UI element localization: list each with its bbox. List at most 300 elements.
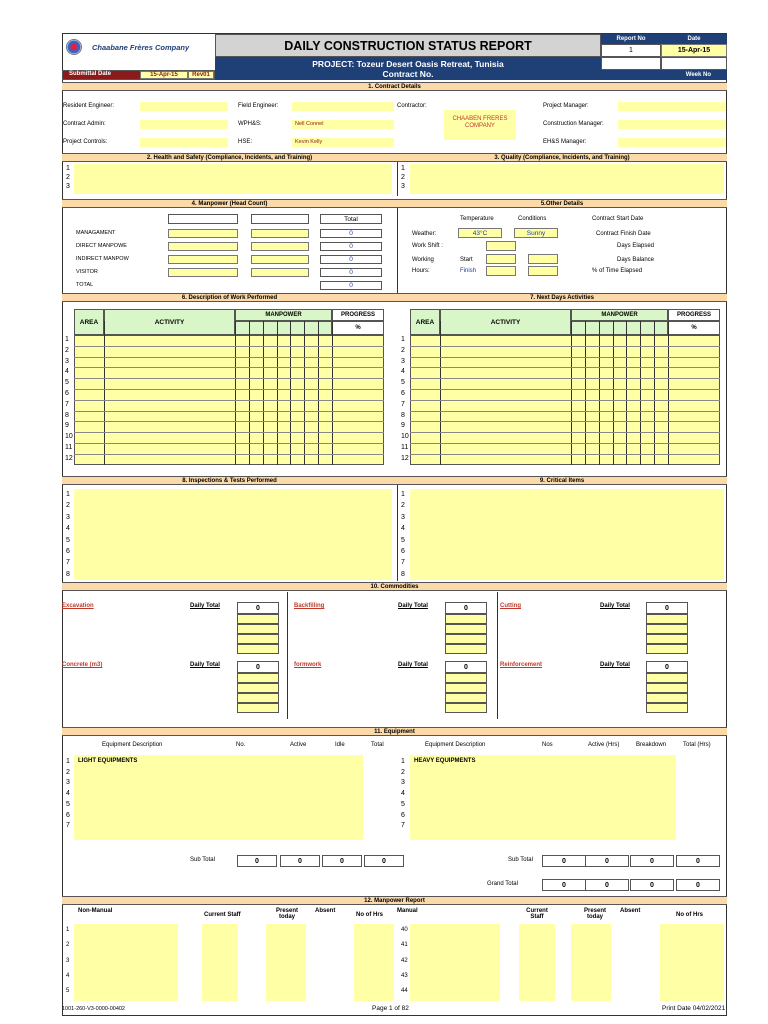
project-controls-field[interactable] xyxy=(140,138,228,147)
report-no-header xyxy=(601,34,661,44)
grid-row-line xyxy=(74,454,384,455)
grid-row-line xyxy=(74,443,384,444)
row-number: 6 xyxy=(401,811,405,819)
light-equipment-field[interactable] xyxy=(74,755,363,840)
health-safety-field[interactable] xyxy=(74,164,392,194)
progress-header: PROGRESS xyxy=(332,309,384,321)
manpower-total-head xyxy=(320,214,382,224)
row-number: 12 xyxy=(401,455,409,462)
grid-row-line xyxy=(74,346,384,347)
section-7-title: 7. Next Days Activities xyxy=(530,295,594,301)
sub-total-cell xyxy=(364,855,404,867)
manpower-report-column[interactable] xyxy=(202,924,238,1001)
manpower-row-label: MANAGAMENT xyxy=(76,230,116,236)
construction-manager-label: Construction Manager: xyxy=(543,121,604,127)
commodity-entry[interactable] xyxy=(237,683,279,693)
daily-total-text: 0 xyxy=(464,664,468,671)
wphs-label: WPH&S: xyxy=(238,121,262,127)
sub-total-label-left: Sub Total xyxy=(190,857,215,863)
conditions-value[interactable] xyxy=(514,228,558,238)
daily-total-value xyxy=(646,661,688,673)
manpower-report-column[interactable] xyxy=(74,924,178,1001)
daily-total-label: Daily Total xyxy=(190,662,220,668)
temperature-value[interactable] xyxy=(458,228,502,238)
current-staff-label-right: Current Staff xyxy=(526,908,548,920)
commodity-entry[interactable] xyxy=(237,644,279,654)
report-no-label: Report No xyxy=(616,36,646,42)
row-number: 1 xyxy=(65,336,69,343)
grid-row-line xyxy=(74,367,384,368)
manpower-row-label: DIRECT MANPOWE xyxy=(76,243,127,249)
manpower-head-1 xyxy=(168,214,238,224)
manpower-total-cell xyxy=(320,242,382,251)
row-number: 4 xyxy=(66,790,70,798)
manpower-total-value: 0 xyxy=(349,282,353,289)
present-today-label-left: Present today xyxy=(275,908,298,920)
commodity-entry[interactable] xyxy=(237,614,279,624)
daily-total-label: Daily Total xyxy=(600,603,630,609)
week-no-bar xyxy=(601,70,727,80)
daily-total-label: Daily Total xyxy=(398,603,428,609)
row-number: 7 xyxy=(401,559,405,567)
manpower-row-label: INDIRECT MANPOW xyxy=(76,256,129,262)
rev-text: Rev01 xyxy=(192,72,210,78)
manpower-input[interactable] xyxy=(168,229,238,238)
manual-number: 41 xyxy=(401,942,408,948)
finish-label: Finish xyxy=(460,268,477,274)
non-manual-number: 5 xyxy=(66,988,70,994)
manpower-head-2 xyxy=(251,214,309,224)
heavy-equipment-field[interactable] xyxy=(410,755,676,840)
contractor-label: Contractor: xyxy=(397,103,427,109)
commodity-label: Backfilling xyxy=(294,603,325,609)
row-number: 1 xyxy=(66,165,70,172)
contract-finish-label: Contract Finish Date xyxy=(596,231,651,237)
manual-label: Manual xyxy=(397,908,418,914)
commodity-label: Cutting xyxy=(500,603,521,609)
row-number: 5 xyxy=(66,800,70,808)
row-number: 5 xyxy=(65,379,69,386)
sub-total-value: 0 xyxy=(255,858,259,865)
no-of-hrs-label-left: No of Hrs xyxy=(356,912,383,918)
section-10-title: 10. Commodities xyxy=(370,584,419,590)
commodity-divider xyxy=(497,592,498,719)
grid-row-line xyxy=(410,421,720,422)
non-manual-number: 2 xyxy=(66,942,70,948)
commodity-entry[interactable] xyxy=(445,683,487,693)
row-number: 1 xyxy=(401,758,405,765)
equip-nos-label: Nos xyxy=(542,742,553,748)
equip-active-label: Active xyxy=(290,742,307,748)
quality-field[interactable] xyxy=(410,164,724,194)
sub-total-value: 0 xyxy=(340,858,344,865)
commodity-entry[interactable] xyxy=(646,673,688,683)
date-label: Date xyxy=(687,36,701,42)
equip-total-label: Total xyxy=(371,742,384,748)
daily-total-text: 0 xyxy=(256,664,260,671)
temperature-label: Temperature xyxy=(460,216,494,222)
manpower-total-cell xyxy=(320,281,382,290)
inspections-field[interactable] xyxy=(74,489,392,580)
grid-row-line xyxy=(410,454,720,455)
manpower-input[interactable] xyxy=(251,255,309,264)
grand-total-value: 0 xyxy=(650,882,654,889)
row-number: 7 xyxy=(66,559,70,567)
row-number: 5 xyxy=(66,536,70,544)
manpower-input[interactable] xyxy=(251,268,309,277)
grid-row-line xyxy=(410,432,720,433)
sub-total-value: 0 xyxy=(696,858,700,865)
manpower-total-cell xyxy=(320,255,382,264)
manpower-header: MANPOWER xyxy=(235,309,332,321)
work-shift-label: Work Shift : xyxy=(412,243,443,249)
manpower-input[interactable] xyxy=(168,255,238,264)
manpower-report-column[interactable] xyxy=(660,924,724,1001)
sub-total-cell xyxy=(585,855,629,867)
commodity-entry[interactable] xyxy=(646,693,688,703)
row-number: 2 xyxy=(401,768,405,776)
contractor-name-text: CHAABEN FRERES COMPANY xyxy=(452,116,508,129)
row-number: 3 xyxy=(401,513,405,521)
row-number: 3 xyxy=(65,358,69,365)
weather-label: Weather: xyxy=(412,231,437,237)
manpower-header: MANPOWER xyxy=(571,309,668,321)
critical-items-field[interactable] xyxy=(410,489,724,580)
start-time-field-2[interactable] xyxy=(528,254,558,264)
commodity-entry[interactable] xyxy=(646,614,688,624)
progress-pct-header: % xyxy=(332,321,384,335)
report-no-text: 1 xyxy=(629,47,633,54)
row-number: 3 xyxy=(66,183,70,190)
sub-total-cell xyxy=(542,855,586,867)
grid-row-line xyxy=(410,367,720,368)
commodity-entry[interactable] xyxy=(445,673,487,683)
grand-total-value: 0 xyxy=(562,882,566,889)
manpower-input[interactable] xyxy=(251,229,309,238)
row-number: 10 xyxy=(65,433,73,440)
grid-row-line xyxy=(410,443,720,444)
grid-row-line xyxy=(74,421,384,422)
row-number: 1 xyxy=(401,491,405,498)
row-number: 6 xyxy=(401,390,405,397)
section-3-title: 3. Quality (Compliance, Incidents, and Training) xyxy=(494,155,630,161)
section-8-title: 8. Inspections & Tests Performed xyxy=(182,478,277,484)
grand-total-cell xyxy=(630,879,674,891)
manpower-total-label: Total xyxy=(344,216,358,223)
grid-row-line xyxy=(410,357,720,358)
section-4-title: 4. Manpower (Head Count) xyxy=(191,201,268,207)
contractor-name-box[interactable] xyxy=(444,110,516,140)
construction-manager-field[interactable] xyxy=(618,120,726,129)
row-number: 1 xyxy=(66,758,70,765)
grid-row-line xyxy=(410,411,720,412)
resident-engineer-field[interactable] xyxy=(140,102,228,111)
submittal-date-text: 15-Apr-15 xyxy=(150,72,178,78)
project-manager-field[interactable] xyxy=(618,102,726,111)
grid-row-line xyxy=(74,400,384,401)
present-today-label-right: Present today xyxy=(583,908,606,920)
report-blank-1 xyxy=(601,57,661,70)
manpower-row-label: VISITOR xyxy=(76,269,98,275)
sub-total-value: 0 xyxy=(298,858,302,865)
hours-label: Hours: xyxy=(412,268,430,274)
hse-value: Kevin Kelly xyxy=(295,139,323,145)
commodity-entry[interactable] xyxy=(445,634,487,644)
project-banner xyxy=(215,57,601,80)
daily-total-text: 0 xyxy=(464,605,468,612)
row-number: 7 xyxy=(66,822,70,830)
commodity-entry[interactable] xyxy=(646,703,688,713)
row-number: 8 xyxy=(401,412,405,419)
field-engineer-field[interactable] xyxy=(292,102,394,111)
project-controls-label: Project Controls: xyxy=(63,139,108,145)
section-6-title: 6. Description of Work Performed xyxy=(181,295,278,301)
row-number: 2 xyxy=(66,174,70,181)
sub-total-cell xyxy=(630,855,674,867)
temperature-value-text: 43°C xyxy=(472,230,488,237)
section-9-title: 9. Critical Items xyxy=(539,478,585,484)
equip-desc-label-left: Equipment Description xyxy=(102,742,163,748)
row-number: 1 xyxy=(401,165,405,172)
row-number: 8 xyxy=(401,570,405,578)
manpower-total-value: 0 xyxy=(349,243,353,250)
row-number: 3 xyxy=(401,779,405,787)
resident-engineer-label: Resident Engineer: xyxy=(63,103,115,109)
manpower-total-value: 0 xyxy=(349,256,353,263)
manual-number: 43 xyxy=(401,973,408,979)
divider-8-9 xyxy=(397,485,398,581)
no-of-hrs-label-right: No of Hrs xyxy=(676,912,703,918)
commodity-divider xyxy=(287,592,288,719)
report-title-text: DAILY CONSTRUCTION STATUS REPORT xyxy=(284,39,532,53)
row-number: 3 xyxy=(401,183,405,190)
grid-row-line xyxy=(410,378,720,379)
sub-total-cell xyxy=(322,855,362,867)
section-2-title: 2. Health and Safety (Compliance, Incidents, and Training) xyxy=(146,155,313,161)
row-number: 11 xyxy=(401,444,409,451)
commodity-entry[interactable] xyxy=(445,703,487,713)
sub-total-cell xyxy=(237,855,277,867)
ehs-manager-field[interactable] xyxy=(618,138,726,147)
start-label: Start xyxy=(460,257,473,263)
grand-total-cell xyxy=(542,879,586,891)
conditions-label: Conditions xyxy=(518,216,547,222)
grid-row-line xyxy=(74,411,384,412)
absent-label-right: Absent xyxy=(620,908,641,914)
row-number: 6 xyxy=(66,811,70,819)
commodity-entry[interactable] xyxy=(445,644,487,654)
row-number: 4 xyxy=(66,525,70,533)
commodity-label: formwork xyxy=(294,662,322,668)
row-number: 9 xyxy=(401,422,405,429)
commodity-label: Reinforcement xyxy=(500,662,543,668)
company-logo xyxy=(66,39,82,55)
footer-print-date: Print Date 04/02/2021 xyxy=(662,1005,726,1012)
light-equipment-label: LIGHT EQUIPMENTS xyxy=(78,758,138,764)
week-no-label: Week No xyxy=(685,72,711,78)
non-manual-number: 1 xyxy=(66,927,70,933)
row-number: 1 xyxy=(401,336,405,343)
date-header xyxy=(661,34,727,44)
manpower-input[interactable] xyxy=(168,268,238,277)
manpower-report-column[interactable] xyxy=(266,924,306,1001)
equip-breakdown-label: Breakdown xyxy=(636,742,667,748)
row-number: 7 xyxy=(401,822,405,830)
sub-total-value: 0 xyxy=(650,858,654,865)
finish-time-field[interactable] xyxy=(486,266,516,276)
finish-time-field-2[interactable] xyxy=(528,266,558,276)
contract-admin-field[interactable] xyxy=(140,120,228,129)
commodity-entry[interactable] xyxy=(445,693,487,703)
row-number: 4 xyxy=(401,790,405,798)
row-number: 2 xyxy=(66,768,70,776)
row-number: 6 xyxy=(401,548,405,555)
section-10-header xyxy=(62,582,727,591)
area-header: AREA xyxy=(74,309,104,335)
row-number: 7 xyxy=(401,401,405,408)
row-number: 3 xyxy=(66,513,70,521)
daily-total-value xyxy=(445,602,487,614)
row-number: 2 xyxy=(401,347,405,354)
manpower-row-label: TOTAL xyxy=(76,282,94,288)
row-number: 5 xyxy=(401,536,405,544)
commodity-entry[interactable] xyxy=(237,703,279,713)
manpower-total-value: 0 xyxy=(349,230,353,237)
sub-total-label-right: Sub Total xyxy=(508,857,533,863)
report-no-value xyxy=(601,44,661,57)
days-balance-label: Days Balance xyxy=(617,257,655,263)
row-number: 8 xyxy=(66,570,70,578)
commodity-entry[interactable] xyxy=(646,683,688,693)
row-number: 4 xyxy=(401,525,405,533)
grid-row-line xyxy=(74,357,384,358)
manpower-report-column[interactable] xyxy=(519,924,555,1001)
project-manager-label: Project Manager: xyxy=(543,103,589,109)
equip-active-hrs-label: Active (Hrs) xyxy=(588,742,620,748)
manpower-input[interactable] xyxy=(168,242,238,251)
commodity-entry[interactable] xyxy=(646,634,688,644)
grid-row-line xyxy=(410,346,720,347)
grid-row-line xyxy=(410,389,720,390)
section-12-header xyxy=(62,896,727,905)
grand-total-cell xyxy=(585,879,629,891)
field-engineer-label: Field Engineer: xyxy=(238,103,279,109)
current-staff-label-left: Current Staff xyxy=(204,912,241,918)
hse-label: HSE: xyxy=(238,139,253,145)
row-number: 10 xyxy=(401,433,409,440)
row-number: 6 xyxy=(65,390,69,397)
section-6-7-header xyxy=(62,293,727,302)
non-manual-label: Non-Manual xyxy=(78,908,113,914)
absent-label-left: Absent xyxy=(315,908,336,914)
manual-number: 40 xyxy=(401,927,408,933)
daily-total-label: Daily Total xyxy=(600,662,630,668)
sub-total-value: 0 xyxy=(562,858,566,865)
section-1-title: 1. Contract Details xyxy=(368,84,421,90)
section-2-3-header xyxy=(62,153,727,162)
row-number: 6 xyxy=(66,548,70,555)
section-12-title: 12. Manpower Report xyxy=(364,898,425,904)
grid-row-line xyxy=(74,389,384,390)
manpower-report-column[interactable] xyxy=(571,924,611,1001)
sub-total-value: 0 xyxy=(605,858,609,865)
manpower-report-column[interactable] xyxy=(410,924,500,1001)
rev-value xyxy=(188,71,214,79)
daily-total-text: 0 xyxy=(256,605,260,612)
date-text: 15-Apr-15 xyxy=(677,47,711,54)
start-time-field[interactable] xyxy=(486,254,516,264)
manpower-input[interactable] xyxy=(251,242,309,251)
activity-header: ACTIVITY xyxy=(104,309,235,335)
equip-total-hrs-label: Total (Hrs) xyxy=(683,742,711,748)
contract-no: Contract No. xyxy=(382,69,434,79)
section-11-header xyxy=(62,727,727,736)
commodity-entry[interactable] xyxy=(237,673,279,683)
grand-total-value: 0 xyxy=(696,882,700,889)
daily-total-label: Daily Total xyxy=(190,603,220,609)
commodity-entry[interactable] xyxy=(646,624,688,634)
row-number: 12 xyxy=(65,455,73,462)
divider-4-5 xyxy=(397,208,398,293)
sub-total-value: 0 xyxy=(382,858,386,865)
section-1-header xyxy=(62,82,727,91)
section-4-5-header xyxy=(62,199,727,208)
conditions-value-text: Sunny xyxy=(526,230,546,237)
submittal-label: Submittal Date xyxy=(69,71,112,77)
footer-doc-no: 1001-260-V3-0000-00402 xyxy=(62,1006,125,1012)
project-name: PROJECT: Tozeur Desert Oasis Retreat, Tunisia xyxy=(312,59,504,69)
sub-total-cell xyxy=(676,855,720,867)
days-elapsed-label: Days Elapsed xyxy=(617,243,655,249)
commodity-entry[interactable] xyxy=(237,624,279,634)
row-number: 3 xyxy=(66,779,70,787)
progress-header: PROGRESS xyxy=(668,309,720,321)
section-5-title: 5.Other Details xyxy=(540,201,584,207)
commodity-entry[interactable] xyxy=(237,693,279,703)
date-value xyxy=(661,44,727,57)
ehs-manager-label: EH&S Manager: xyxy=(543,139,587,145)
section-11-title: 11. Equipment xyxy=(374,729,415,735)
row-number: 2 xyxy=(66,502,70,510)
daily-total-value xyxy=(646,602,688,614)
commodity-entry[interactable] xyxy=(445,624,487,634)
commodity-entry[interactable] xyxy=(646,644,688,654)
heavy-equipment-label: HEAVY EQUIPMENTS xyxy=(414,758,476,764)
equip-desc-label-right: Equipment Description xyxy=(425,742,486,748)
manpower-total-value: 0 xyxy=(349,269,353,276)
row-number: 4 xyxy=(65,368,69,375)
row-number: 4 xyxy=(401,368,405,375)
row-number: 2 xyxy=(65,347,69,354)
manpower-report-column[interactable] xyxy=(354,924,394,1001)
daily-total-value xyxy=(445,661,487,673)
company-name: Chaabane Frères Company xyxy=(92,43,190,52)
row-number: 2 xyxy=(401,502,405,510)
divider-2-3 xyxy=(397,162,398,196)
row-number: 1 xyxy=(66,491,70,498)
work-shift-field[interactable] xyxy=(486,241,516,251)
row-number: 7 xyxy=(65,401,69,408)
equip-no-label: No. xyxy=(236,742,246,748)
row-number: 5 xyxy=(401,800,405,808)
contract-start-label: Contract Start Date xyxy=(592,216,644,222)
daily-total-value xyxy=(237,661,279,673)
report-blank-2 xyxy=(661,57,727,70)
commodity-entry[interactable] xyxy=(237,634,279,644)
commodity-entry[interactable] xyxy=(445,614,487,624)
non-manual-number: 4 xyxy=(66,973,70,979)
pct-elapsed-label: % of Time Elapsed xyxy=(592,268,643,274)
